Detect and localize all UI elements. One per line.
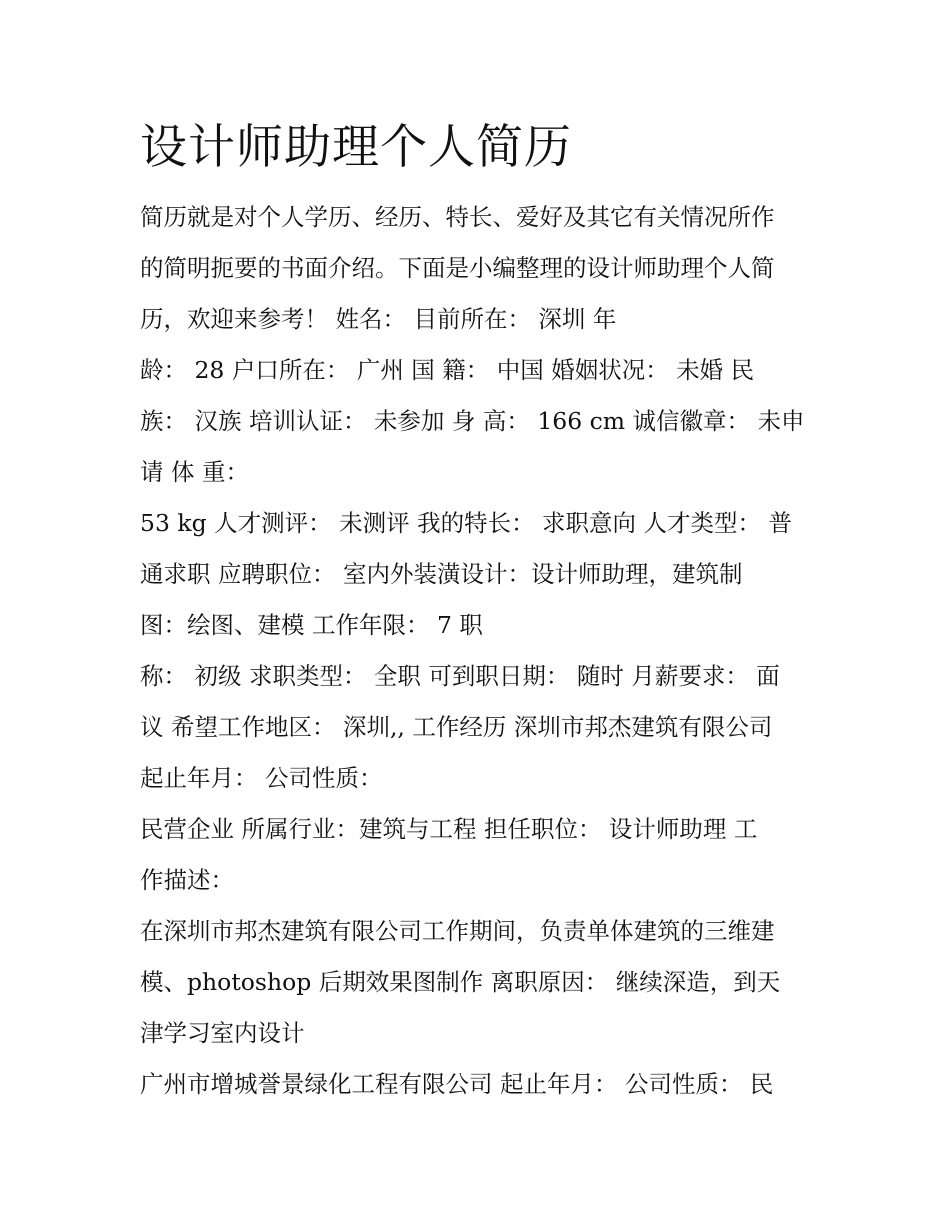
body-line: 历，欢迎来参考！ 姓名： 目前所在： 深圳 年 [140, 305, 617, 333]
body-line: 龄： 28 户口所在： 广州 国 籍： 中国 婚姻状况： 未婚 民 [140, 356, 755, 384]
body-line: 族： 汉族 培训认证： 未参加 身 高： 166 cm 诚信徽章： 未申 [140, 407, 805, 435]
body-line: 53 kg 人才测评： 未测评 我的特长： 求职意向 人才类型： 普 [140, 509, 792, 537]
body-line: 称： 初级 求职类型： 全职 可到职日期： 随时 月薪要求： 面 [140, 662, 780, 690]
body-line: 起止年月： 公司性质： [140, 764, 383, 792]
body-line: 模、photoshop 后期效果图制作 离职原因： 继续深造，到天 [140, 968, 781, 996]
body-line: 津学习室内设计 [140, 1019, 305, 1047]
body-line: 民营企业 所属行业：建筑与工程 担任职位： 设计师助理 工 [140, 815, 758, 843]
body-line: 简历就是对个人学历、经历、特长、爱好及其它有关情况所作 [140, 203, 775, 231]
body-line: 通求职 应聘职位： 室内外装潢设计：设计师助理，建筑制 [140, 560, 743, 588]
body-line: 图：绘图、建模 工作年限： 7 职 [140, 611, 483, 639]
body-line: 作描述： [140, 866, 234, 894]
body-line: 广州市增城誉景绿化工程有限公司 起止年月： 公司性质： 民 [140, 1070, 774, 1098]
body-line: 的简明扼要的书面介绍。下面是小编整理的设计师助理个人简 [140, 254, 775, 282]
document-title: 设计师助理个人简历 [140, 120, 572, 175]
body-line: 议 希望工作地区： 深圳,, 工作经历 深圳市邦杰建筑有限公司 [140, 713, 773, 741]
body-line: 请 体 重： [140, 458, 249, 486]
body-line: 在深圳市邦杰建筑有限公司工作期间，负责单体建筑的三维建 [140, 917, 775, 945]
